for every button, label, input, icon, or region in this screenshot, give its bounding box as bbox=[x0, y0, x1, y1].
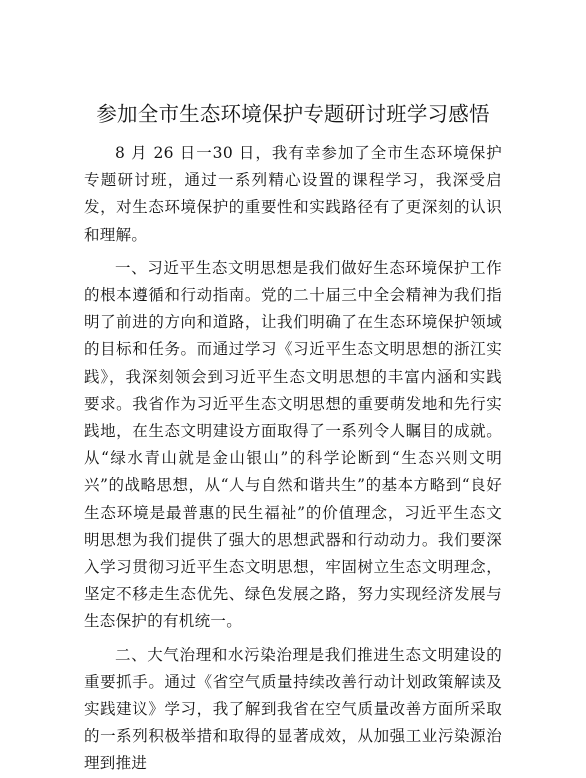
paragraph-section-2: 二、大气治理和水污染治理是我们推进生态文明建设的重要抓手。通过《省空气质量持续改善行动计划政策解读及实践建议》学习，我了解到我省在空气质量改善方面所采取的一系列积极举措和取得的显著成效，从加强工业污染源治理到推进 bbox=[84, 645, 502, 773]
paragraph-intro: 8 月 26 日一30 日，我有幸参加了全市生态环境保护专题研讨班，通过一系列精心设置的课程学习，我深受启发，对生态环境保护的重要性和实践路径有了更深刻的认识和理解。 bbox=[84, 144, 502, 244]
paragraph-section-1: 一、习近平生态文明思想是我们做好生态环境保护工作的根本遵循和行动指南。党的二十届三中全会精神为我们指明了前进的方向和道路，让我们明确了在生态环境保护领域的目标和任务。而通过学习《习近平生态文明思想的浙江实践》，我深刻领会到习近平生态文明思想的丰富内涵和实践要求。我省作为习近平生态文明思想的重要萌发地和先行实践地，在生态文明建设方面取得了一系列令人瞩目的成就。从“绿水青山就是金山银山”的科学论断到“生态兴则文明兴”的战略思想，从“人与自然和谐共生”的基本方略到“良好生态环境是最普惠的民生福祉”的价值理念，习近平生态文明思想为我们提供了强大的思想武器和行动动力。我们要深入学习贯彻习近平生态文明思想，牢固树立生态文明理念，坚定不移走生态优先、绿色发展之路，努力实现经济发展与生态保护的有机统一。 bbox=[84, 258, 502, 631]
document-title: 参加全市生态环境保护专题研讨班学习感悟 bbox=[96, 102, 490, 126]
